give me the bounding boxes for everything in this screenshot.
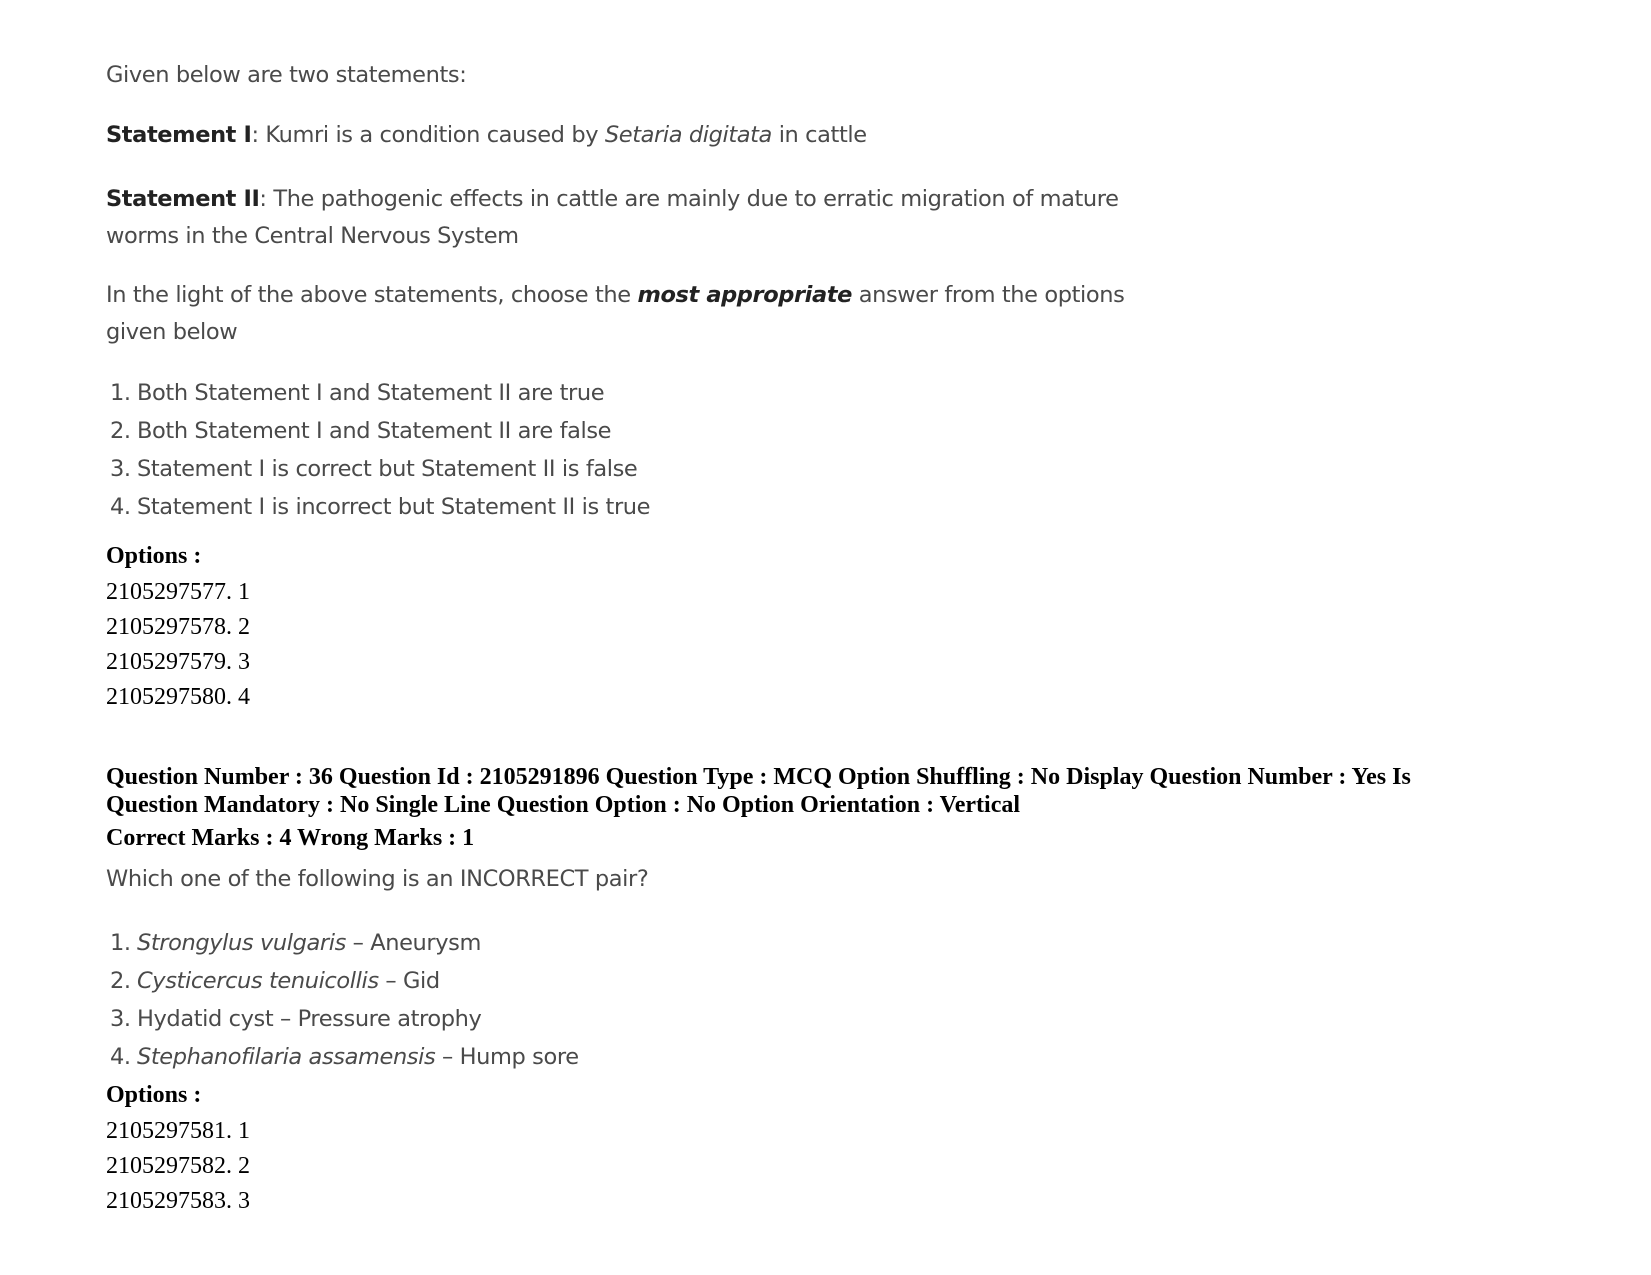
q36-choice-list	[110, 924, 579, 1076]
instruction	[106, 277, 1124, 351]
q35-option: 2105297579. 3	[106, 649, 250, 675]
q35-options-list	[106, 575, 250, 715]
statement-1	[106, 122, 867, 148]
q35-choice-list	[110, 374, 650, 526]
statement-2	[106, 181, 1119, 255]
q36-choice: 3. Hydatid cyst – Pressure atrophy	[110, 1006, 482, 1032]
q35-options-label: Options :	[106, 543, 202, 569]
q35-choice: 2. Both Statement I and Statement II are false	[110, 418, 612, 444]
statement-2-label: Statement II	[106, 186, 260, 212]
q35-choice: 1. Both Statement I and Statement II are true	[110, 380, 605, 406]
q35-choice: 4. Statement I is incorrect but Statement II is true	[110, 494, 651, 520]
q35-option: 2105297578. 2	[106, 614, 250, 640]
q35-choice: 3. Statement I is correct but Statement II is false	[110, 456, 638, 482]
q36-question: Which one of the following is an INCORRECT pair?	[106, 866, 649, 892]
q36-option: 2105297583. 3	[106, 1188, 250, 1214]
statement-1-italic: Setaria digitata	[604, 122, 772, 148]
q35-option: 2105297577. 1	[106, 579, 250, 605]
q36-marks: Correct Marks : 4 Wrong Marks : 1	[106, 825, 475, 851]
instruction-pre: In the light of the above statements, choose the	[106, 282, 638, 308]
statement-1-label: Statement I	[106, 122, 252, 148]
q36-option: 2105297581. 1	[106, 1118, 250, 1144]
q36-option: 2105297582. 2	[106, 1153, 250, 1179]
instruction-emphasis: most appropriate	[637, 282, 852, 308]
statement-1-text-post: in cattle	[771, 122, 867, 148]
q36-choice: 2. Cysticercus tenuicollis – Gid	[110, 968, 440, 994]
q36-meta	[106, 763, 1546, 819]
intro-text: Given below are two statements:	[106, 62, 467, 88]
statement-2-line2: worms in the Central Nervous System	[106, 223, 519, 249]
statement-1-text-pre: : Kumri is a condition caused by	[251, 122, 605, 148]
q36-choice: 1. Strongylus vulgaris – Aneurysm	[110, 930, 482, 956]
q36-options-label: Options :	[106, 1082, 202, 1108]
instruction-post: answer from the options	[851, 282, 1125, 308]
q36-meta-line1: Question Number : 36 Question Id : 2105291896 Question Type : MCQ Option Shuffling : No Display Question Number : Yes Is	[106, 764, 1411, 790]
instruction-line2: given below	[106, 319, 238, 345]
q36-choice: 4. Stephanofilaria assamensis – Hump sore	[110, 1044, 579, 1070]
q36-meta-line2: Question Mandatory : No Single Line Question Option : No Option Orientation : Vertical	[106, 792, 1021, 818]
q35-option: 2105297580. 4	[106, 684, 250, 710]
statement-2-line1: : The pathogenic effects in cattle are mainly due to erratic migration of mature	[259, 186, 1119, 212]
q36-options-list	[106, 1114, 250, 1219]
